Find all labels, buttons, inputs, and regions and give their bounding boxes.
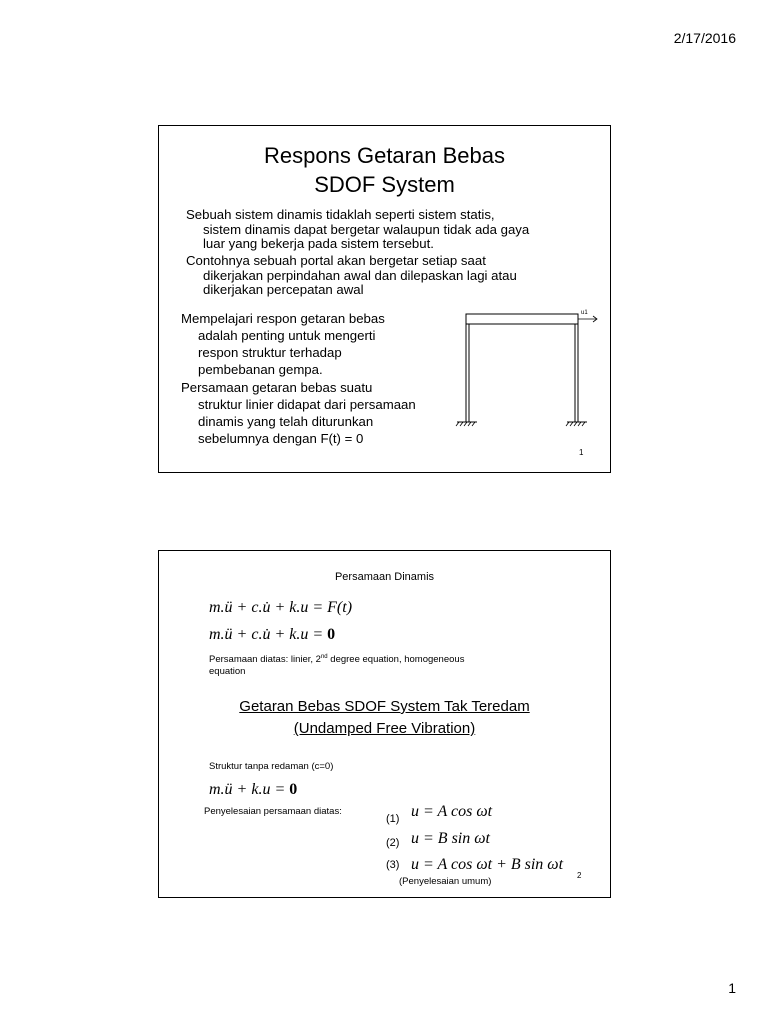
slide-title-line1: Respons Getaran Bebas — [264, 143, 505, 168]
equation-lhs: m.ü + k.u = — [209, 781, 290, 798]
section-subtitle — [159, 696, 610, 740]
solution-1-number: (1) — [386, 813, 400, 825]
note-superscript: nd — [320, 654, 328, 660]
text-line: dikerjakan perpindahan awal dan dilepaskan lagi atau — [203, 267, 517, 283]
slide-2 — [158, 550, 611, 898]
general-solution-label: (Penyelesaian umum) — [399, 876, 492, 887]
equation-note — [209, 651, 464, 678]
note-text-cont: degree equation, homogeneous — [327, 654, 465, 666]
text-line: Contohnya sebuah portal akan bergetar setiap saat — [186, 253, 486, 268]
text-line: sebelumnya dengan F(t) = 0 — [198, 431, 364, 446]
text-line: sistem dinamis dapat bergetar walaupun tidak ada gaya — [203, 221, 530, 237]
text-line: Persamaan getaran bebas suatu — [181, 380, 373, 395]
solution-2-number: (2) — [386, 837, 400, 849]
fixed-support-left — [456, 422, 477, 426]
solution-3-number: (3) — [386, 859, 400, 871]
note-text-line2: equation — [209, 666, 246, 678]
text-line: Sebuah sistem dinamis tidaklah seperti sistem statis, — [186, 207, 495, 222]
text-line: dinamis yang telah diturunkan — [198, 414, 374, 429]
solution-3: u = A cos ωt + B sin ωt — [411, 856, 564, 873]
solution-2: u = B sin ωt — [411, 830, 490, 847]
subtitle-line2: (Undamped Free Vibration) — [293, 720, 476, 737]
paragraph-sistem-dinamis — [186, 208, 529, 252]
page-number: 1 — [728, 980, 736, 996]
solution-1: u = A cos ωt — [411, 803, 493, 820]
fixed-support-right — [566, 422, 587, 426]
equation-motion-forced: m.ü + c.u̇ + k.u = F(t) — [209, 599, 353, 616]
page-date: 2/17/2016 — [673, 30, 736, 46]
note-text: Persamaan diatas: linier, 2 — [209, 654, 321, 666]
text-line: dikerjakan percepatan awal — [203, 282, 364, 297]
equation-undamped — [209, 781, 297, 799]
frame-beam — [466, 314, 578, 324]
equation-lhs: m.ü + c.u̇ + k.u = — [209, 626, 328, 643]
slide-number: 2 — [577, 871, 582, 880]
equation-motion-free — [209, 626, 335, 644]
displacement-arrow-icon — [578, 316, 597, 322]
portal-frame-diagram — [451, 304, 601, 434]
text-line: pembebanan gempa. — [198, 362, 323, 377]
equation-rhs: 0 — [289, 781, 298, 798]
slide-title-line2: SDOF System — [314, 172, 455, 197]
text-line: Mempelajari respon getaran bebas — [181, 311, 385, 326]
text-line: luar yang bekerja pada sistem tersebut. — [203, 236, 434, 251]
subtitle-line1: Getaran Bebas SDOF System Tak Teredam — [239, 698, 530, 715]
slide-number: 1 — [579, 448, 584, 457]
paragraph-mempelajari — [181, 310, 385, 378]
paragraph-contoh-portal — [186, 254, 517, 298]
equation-rhs: 0 — [327, 626, 336, 643]
solution-label: Penyelesaian persamaan diatas: — [204, 806, 342, 817]
paragraph-persamaan — [181, 379, 416, 447]
text-line: respon struktur terhadap — [198, 345, 342, 360]
slide-heading: Persamaan Dinamis — [334, 571, 435, 583]
text-line: adalah penting untuk mengerti — [198, 328, 376, 343]
text-line: struktur linier didapat dari persamaan — [198, 397, 416, 412]
displacement-label: u1 — [581, 310, 588, 316]
slide-1 — [158, 125, 611, 473]
undamped-label: Struktur tanpa redaman (c=0) — [209, 761, 334, 772]
